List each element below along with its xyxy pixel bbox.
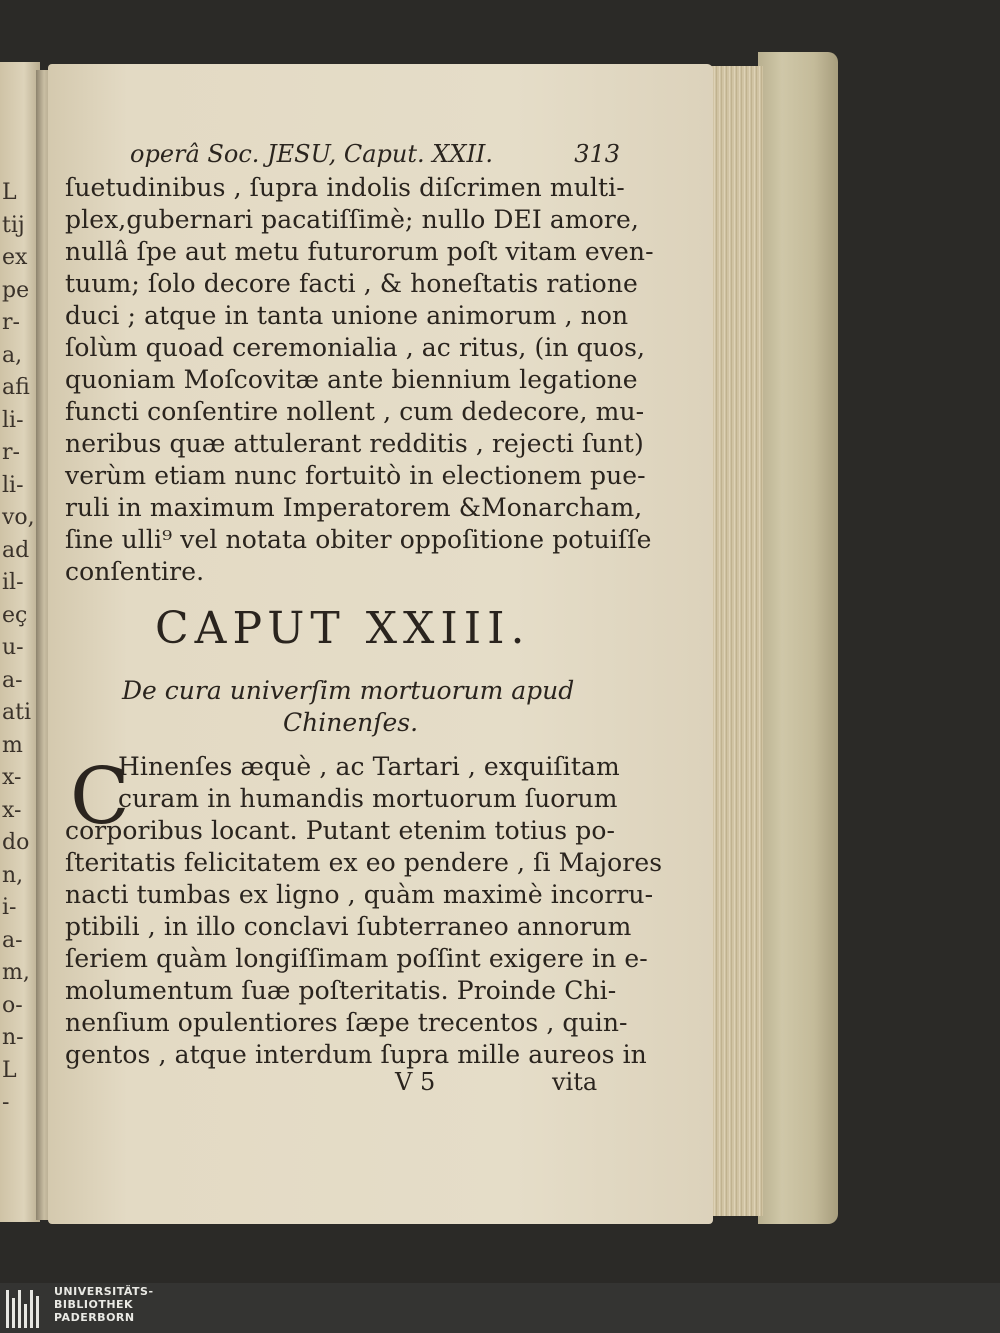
body-line: duci ; atque in tanta unione animorum , non	[65, 301, 629, 330]
chapter-line: gentos , atque interdum ſupra mille aureos in	[65, 1040, 647, 1069]
left-page-fragment: a-	[2, 927, 23, 953]
body-line: ſuetudinibus , ſupra indolis diſcrimen multi-	[65, 173, 625, 202]
left-page-fragment: m,	[2, 960, 30, 985]
body-line: neribus quæ attulerant redditis , rejecti ſunt)	[65, 429, 644, 458]
chapter-line: ſteritatis felicitatem ex eo pendere , ſi Majores	[65, 848, 663, 877]
running-head: operâ Soc. JESU, Caput. XXII.	[130, 140, 494, 168]
left-page-fragment: -	[2, 1090, 10, 1115]
library-logo-icon	[6, 1290, 46, 1328]
body-line: verùm etiam nunc fortuitò in electionem pue-	[65, 461, 646, 490]
library-name	[54, 1285, 154, 1324]
left-page-fragment: r-	[2, 310, 20, 335]
chapter-line: nacti tumbas ex ligno , quàm maximè incorru-	[65, 880, 654, 909]
left-page-fragment: u-	[2, 635, 24, 660]
left-page-fragment: li-	[2, 407, 24, 433]
chapter-line: curam in humandis mortuorum ſuorum	[118, 784, 618, 813]
left-page-fragment: ex	[2, 245, 28, 270]
left-page-fragment: a,	[2, 342, 23, 368]
body-line: ſolùm quoad ceremonialia , ac ritus, (in quos,	[65, 333, 646, 362]
left-page-fragment: o-	[2, 992, 23, 1018]
chapter-line: molumentum ſuæ poſteritatis. Proinde Chi-	[65, 976, 617, 1005]
left-page-fragment: L	[2, 180, 17, 205]
left-page-fragment: x-	[2, 765, 22, 790]
running-header	[130, 140, 620, 176]
book-cover-edge	[758, 52, 838, 1224]
signature-mark: V 5	[395, 1068, 436, 1096]
body-line: ruli in maximum Imperatorem &Monarcham,	[65, 493, 643, 522]
left-page-fragment: i-	[2, 895, 17, 920]
left-page-fragment: n,	[2, 862, 24, 888]
chapter-heading: CAPUT XXIII.	[155, 603, 531, 654]
left-page-fragment: eç	[2, 602, 28, 628]
library-name-line1: UNIVERSITÄTS-	[54, 1285, 154, 1298]
chapter-line: ptibili , in illo conclavi ſubterraneo annorum	[65, 912, 632, 941]
chapter-line: ſeriem quàm longiſſimam poſſint exigere in e-	[65, 944, 648, 973]
body-line: functi conſentire nollent , cum dedecore, mu-	[65, 397, 645, 426]
body-line: plex,gubernari pacatiſſimè; nullo DEI amore,	[65, 205, 639, 234]
left-page-fragment: li-	[2, 472, 24, 498]
body-line: conſentire.	[65, 557, 205, 586]
library-name-line2: BIBLIOTHEK	[54, 1298, 134, 1311]
page-number: 313	[574, 140, 620, 168]
body-line: quoniam Moſcovitæ ante biennium legatione	[65, 365, 638, 394]
left-page-fragment: il-	[2, 570, 24, 595]
left-page-fragment: ati	[2, 700, 31, 725]
left-page-fragment: pe	[2, 277, 30, 303]
body-line: tuum; ſolo decore facti , & honeſtatis ratione	[65, 269, 638, 298]
left-page-fragment: m	[2, 732, 23, 758]
left-page-fragment: a-	[2, 667, 23, 693]
left-page-fragment: r-	[2, 440, 20, 465]
body-line: ſine ulli⁹ vel notata obiter oppoſitione potuiſſe	[65, 525, 652, 554]
chapter-subtitle-line2: Chinenſes.	[283, 708, 419, 737]
left-page-edge	[0, 62, 40, 1222]
chapter-line: nenſium opulentiores ſæpe trecentos , quin-	[65, 1008, 628, 1037]
left-page-fragment: L	[2, 1057, 17, 1083]
chapter-line: corporibus locant. Putant etenim totius po-	[65, 816, 616, 845]
left-page-fragment: ad	[2, 537, 30, 563]
left-page-fragment: tij	[2, 212, 25, 238]
library-name-line3: PADERBORN	[54, 1311, 135, 1324]
left-page-fragment: afi	[2, 375, 30, 400]
left-page-fragment: do	[2, 830, 30, 855]
left-page-fragment: n-	[2, 1025, 24, 1050]
drop-capital: C	[70, 752, 130, 842]
catchword: vita	[552, 1068, 598, 1096]
body-line: nullâ ſpe aut metu futurorum poſt vitam even-	[65, 237, 654, 266]
left-page-fragment: vo,	[2, 505, 35, 530]
left-page-fragment: x-	[2, 797, 22, 823]
chapter-subtitle-line1: De cura univerſim mortuorum apud	[122, 676, 575, 705]
chapter-line: Hinenſes æquè , ac Tartari , exquiſitam	[118, 752, 620, 781]
